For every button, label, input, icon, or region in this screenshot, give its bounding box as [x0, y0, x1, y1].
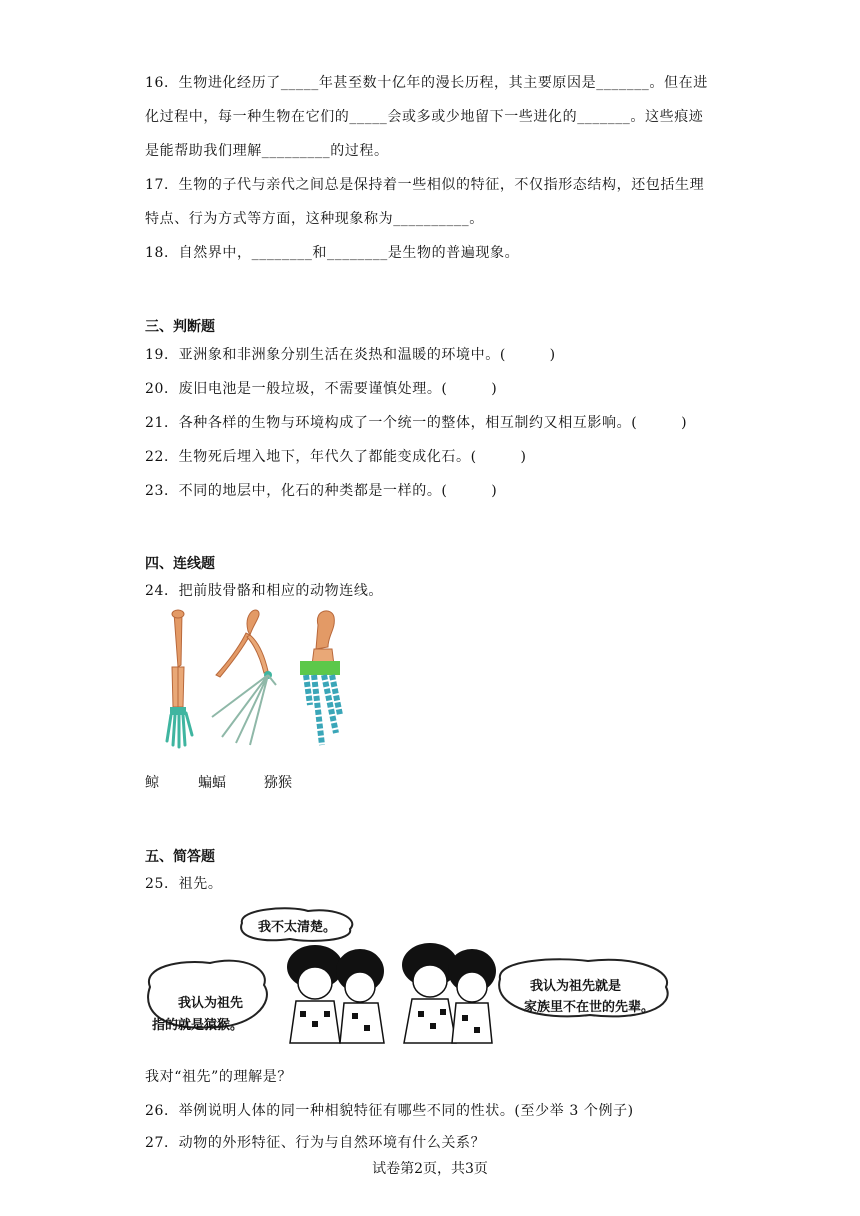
page-footer: 试卷第2页，共3页 — [372, 1161, 488, 1177]
forelimb-bones-figure — [150, 605, 370, 755]
animal-monkey-label: 猕猴 — [264, 775, 292, 791]
animal-bat-label: 蝙蝠 — [198, 775, 226, 791]
q26: 26．举例说明人体的同一种相貌特征有哪些不同的性状。(至少举 3 个例子) — [145, 1103, 634, 1119]
bubble-right-text-1: 我认为祖先就是 — [530, 979, 622, 994]
bat-forelimb-icon — [212, 610, 276, 745]
section-5-title: 五、简答题 — [145, 849, 215, 865]
q16-line-1: 16．生物进化经历了_____年甚至数十亿年的漫长历程，其主要原因是_______。但在进 — [145, 75, 708, 91]
q27: 27．动物的外形特征、行为与自然环境有什么关系？ — [145, 1135, 486, 1151]
monkey-forelimb-icon — [167, 610, 192, 747]
bubble-left-text-2: 指的就是猿猴。 — [152, 1018, 244, 1033]
bubble-left-text-1: 我认为祖先 — [178, 996, 244, 1011]
q20: 20．废旧电池是一般垃圾，不需要谨慎处理。( ) — [145, 381, 498, 397]
whale-forelimb-icon — [300, 611, 340, 745]
section-4-title: 四、连线题 — [145, 556, 215, 572]
q25-answer-prompt: 我对“祖先”的理解是？ — [145, 1069, 292, 1085]
animal-whale-label: 鲸 — [145, 775, 159, 791]
q17-line-1: 17．生物的子代与亲代之间总是保持着一些相似的特征，不仅指形态结构，还包括生理 — [145, 177, 705, 193]
bubble-top-text: 我不太清楚。 — [258, 920, 337, 935]
q17-line-2: 特点、行为方式等方面，这种现象称为__________。 — [145, 211, 484, 227]
q21: 21．各种各样的生物与环境构成了一个统一的整体，相互制约又相互影响。( ) — [145, 415, 688, 431]
q24: 24．把前肢骨骼和相应的动物连线。 — [145, 583, 384, 599]
section-3-title: 三、判断题 — [145, 319, 215, 335]
q18: 18．自然界中，________和________是生物的普遍现象。 — [145, 245, 520, 261]
q16-line-3: 是能帮助我们理解_________的过程。 — [145, 143, 389, 159]
q19: 19．亚洲象和非洲象分别生活在炎热和温暖的环境中。( ) — [145, 347, 556, 363]
q16-line-2: 化过程中，每一种生物在它们的_____会或多或少地留下一些进化的_______。这些痕迹 — [145, 109, 704, 125]
q23: 23．不同的地层中，化石的种类都是一样的。( ) — [145, 483, 498, 499]
q22: 22．生物死后埋入地下，年代久了都能变成化石。( ) — [145, 449, 527, 465]
q25: 25．祖先。 — [145, 876, 223, 892]
bubble-right-text-2: 家族里不在世的先辈。 — [524, 1000, 655, 1015]
